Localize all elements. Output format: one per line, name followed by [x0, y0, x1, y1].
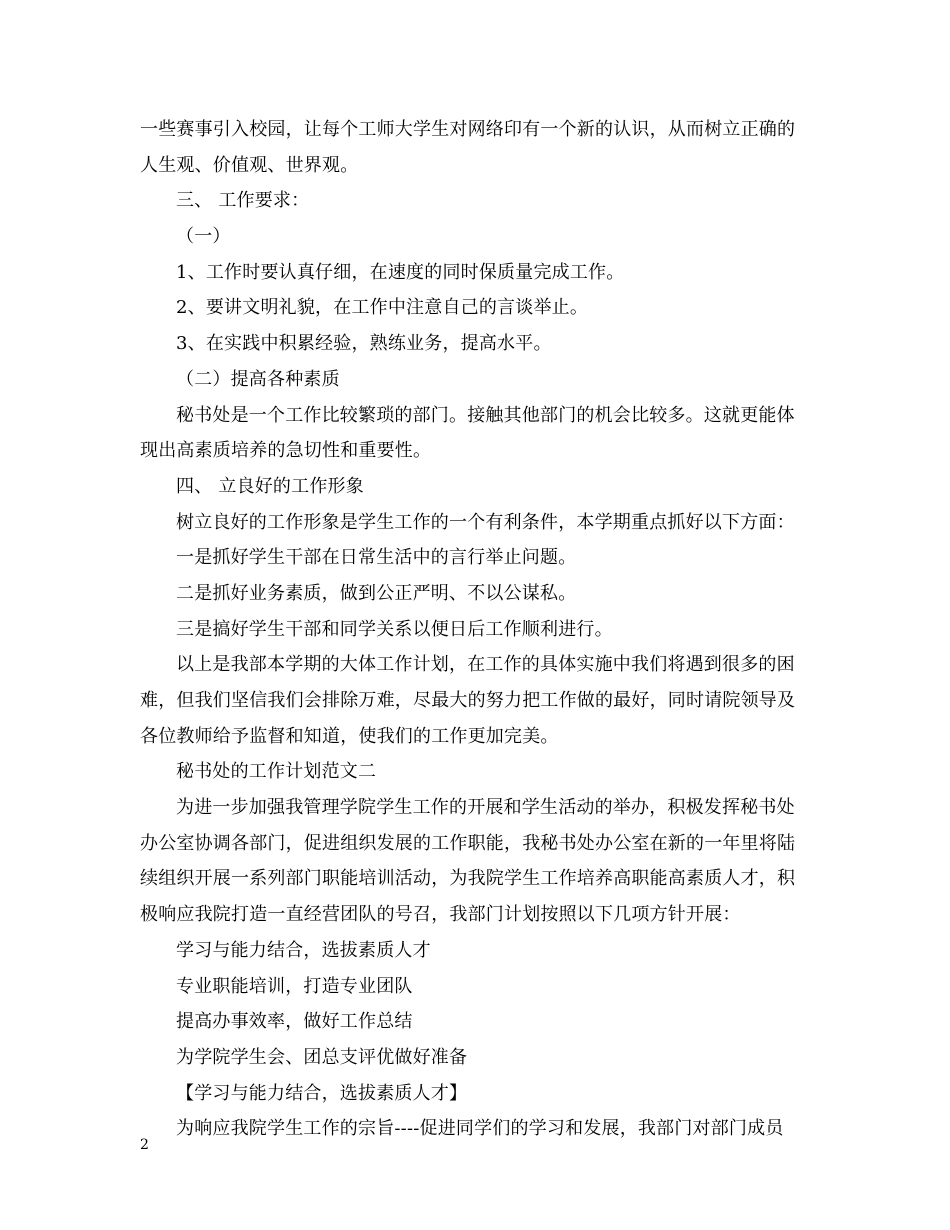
- text-line: 一些赛事引入校园，让每个工师大学生对网络印有一个新的认识，从而树立正确的: [140, 119, 796, 140]
- text-line: 为学院学生会、团总支评优做好准备: [176, 1046, 468, 1068]
- text-line: 难，但我们坚信我们会排除万难，尽最大的努力把工作做的最好，同时请院领导及: [140, 690, 796, 711]
- text-line: 3、在实践中积累经验，熟练业务，提高水平。: [176, 333, 552, 355]
- text-line: 现出高素质培养的急切性和重要性。: [140, 440, 432, 462]
- text-line: 三是搞好学生干部和同学关系以便日后工作顺利进行。: [176, 618, 613, 640]
- text-line: 三、 工作要求：: [176, 190, 310, 212]
- text-line: 提高办事效率，做好工作总结: [176, 1011, 413, 1033]
- text-line: 办公室协调各部门，促进组织发展的工作职能，我秘书处办公室在新的一年里将陆: [140, 832, 796, 854]
- text-line: 1、工作时要认真仔细，在速度的同时保质量完成工作。: [176, 261, 625, 283]
- text-line: 各位教师给予监督和知道，使我们的工作更加完美。: [140, 725, 559, 747]
- text-line: 学习与能力结合，选拔素质人才: [176, 939, 431, 961]
- text-line: 二是抓好业务素质，做到公正严明、不以公谋私。: [176, 582, 577, 604]
- text-line: 极响应我院打造一直经营团队的号召，我部门计划按照以下几项方针开展：: [140, 904, 741, 926]
- document-body: [140, 112, 820, 1147]
- text-line: 秘书处是一个工作比较繁琐的部门。接触其他部门的机会比较多。这就更能体: [176, 404, 795, 426]
- text-line: 秘书处的工作计划范文二: [176, 761, 377, 783]
- text-line: 人生观、价值观、世界观。: [140, 154, 359, 176]
- text-line: 以上是我部本学期的大体工作计划，在工作的具体实施中我们将遇到很多的困: [176, 654, 795, 676]
- text-line: 2、要讲文明礼貌，在工作中注意自己的言谈举止。: [176, 297, 589, 319]
- text-line: 树立良好的工作形象是学生工作的一个有利条件，本学期重点抓好以下方面：: [176, 511, 795, 533]
- text-line: 为进一步加强我管理学院学生工作的开展和学生活动的举办，积极发挥秘书处: [176, 797, 795, 819]
- page-number: 2: [140, 1137, 149, 1153]
- text-line: 四、 立良好的工作形象: [176, 475, 364, 497]
- text-line: （二）提高各种素质: [176, 368, 340, 390]
- text-line: 专业职能培训，打造专业团队: [176, 975, 413, 997]
- text-line: 续组织开展一系列部门职能培训活动，为我院学生工作培养高职能高素质人才，积: [140, 868, 796, 890]
- text-line: 为响应我院学生工作的宗旨----促进同学们的学习和发展，我部门对部门成员: [176, 1118, 784, 1140]
- text-line: 一是抓好学生干部在日常生活中的言行举止问题。: [176, 547, 577, 569]
- text-line: （一）: [176, 226, 231, 248]
- text-line: 【学习与能力结合，选拔素质人才】: [176, 1082, 468, 1104]
